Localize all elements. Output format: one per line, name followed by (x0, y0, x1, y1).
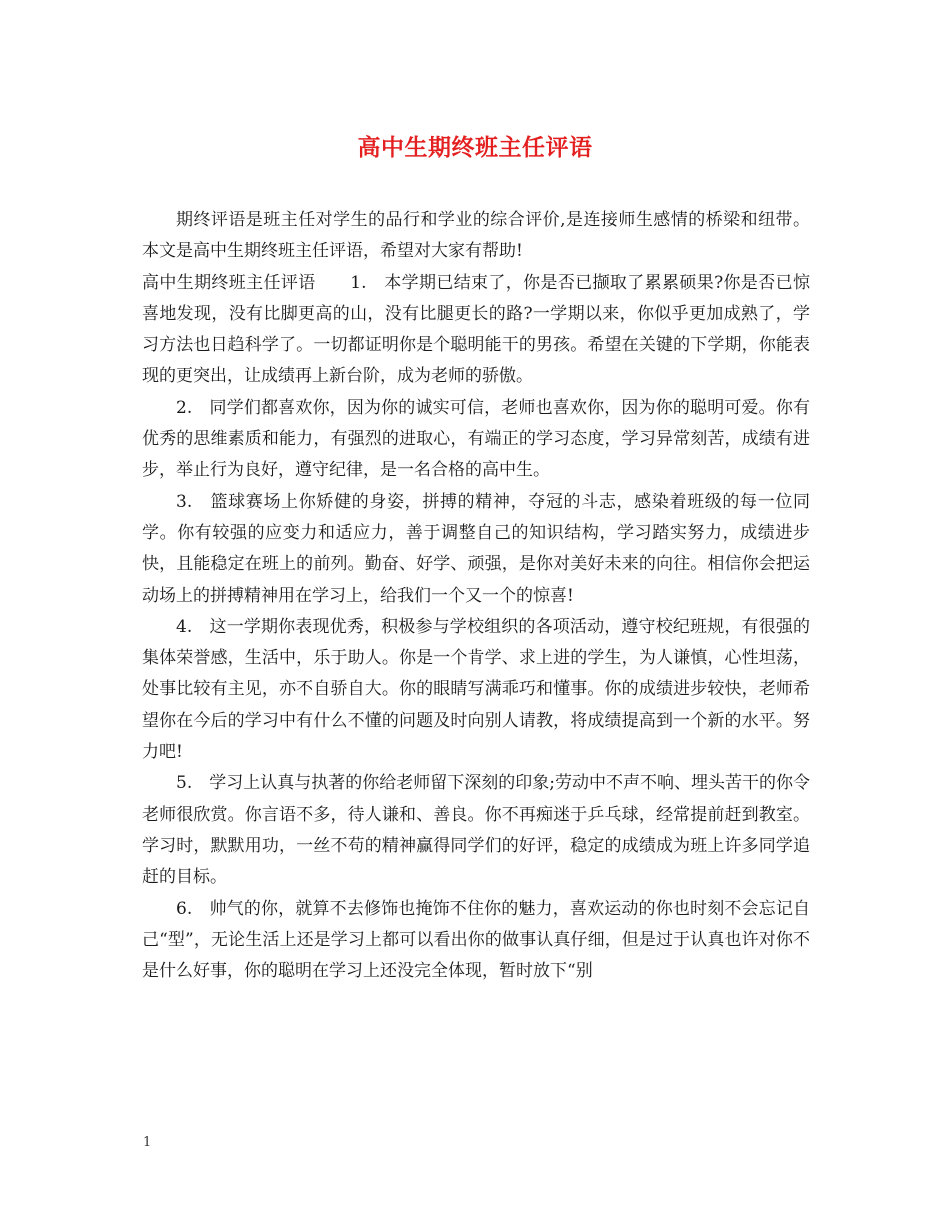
page-number: 1 (143, 1135, 152, 1150)
comment-paragraph-6: 6. 帅气的你，就算不去修饰也掩饰不住你的魅力，喜欢运动的你也时刻不会忘记自己“型”，无论生活上还是学习上都可以看出你的做事认真仔细，但是过于认真也许对你不是什么好事，你的聪明在学习上还没完全体现，暂时放下“别 (142, 898, 810, 982)
comment-paragraph-2: 2. 同学们都喜欢你，因为你的诚实可信，老师也喜欢你，因为你的聪明可爱。你有优秀的思维素质和能力，有强烈的进取心，有端正的学习态度，学习异常刻苦，成绩有进步，举止行为良好，遵守纪律，是一名合格的高中生。 (142, 397, 810, 481)
comment-paragraph-4: 4. 这一学期你表现优秀，积极参与学校组织的各项活动，遵守校纪班规，有很强的集体荣誉感，生活中，乐于助人。你是一个肯学、求上进的学生，为人谦慎，心性坦荡，处事比较有主见，亦不自骄自大。你的眼睛写满乖巧和懂事。你的成绩进步较快，老师希望你在今后的学习中有什么不懂的问题及时向别人请教，将成绩提高到一个新的水平。努力吧! (142, 616, 810, 763)
comment-paragraph-5: 5. 学习上认真与执著的你给老师留下深刻的印象;劳动中不声不响、埋头苦干的你令老师很欣赏。你言语不多，待人谦和、善良。你不再痴迷于乒乓球，经常提前赶到教室。学习时，默默用功，一丝不苟的精神赢得同学们的好评，稳定的成绩成为班上许多同学追赶的目标。 (142, 773, 810, 888)
comment-paragraph-3: 3. 篮球赛场上你矫健的身姿，拼搏的精神，夺冠的斗志，感染着班级的每一位同学。你有较强的应变力和适应力，善于调整自己的知识结构，学习踏实努力，成绩进步快，且能稳定在班上的前列。勤奋、好学、顽强，是你对美好未来的向往。相信你会把运动场上的拼搏精神用在学习上，给我们一个又一个的惊喜! (142, 491, 810, 606)
document-body (142, 205, 810, 987)
comment-paragraph-1: 高中生期终班主任评语 1. 本学期已结束了，你是否已撷取了累累硕果?你是否已惊喜地发现，没有比脚更高的山，没有比腿更长的路?一学期以来，你似乎更加成熟了，学习方法也日趋科学了。一切都证明你是个聪明能干的男孩。希望在关键的下学期，你能表现的更突出，让成绩再上新台阶，成为老师的骄傲。 (142, 272, 810, 387)
document-title: 高中生期终班主任评语 (357, 134, 593, 161)
intro-paragraph: 期终评语是班主任对学生的品行和学业的综合评价,是连接师生感情的桥梁和纽带。本文是高中生期终班主任评语，希望对大家有帮助! (142, 210, 810, 262)
